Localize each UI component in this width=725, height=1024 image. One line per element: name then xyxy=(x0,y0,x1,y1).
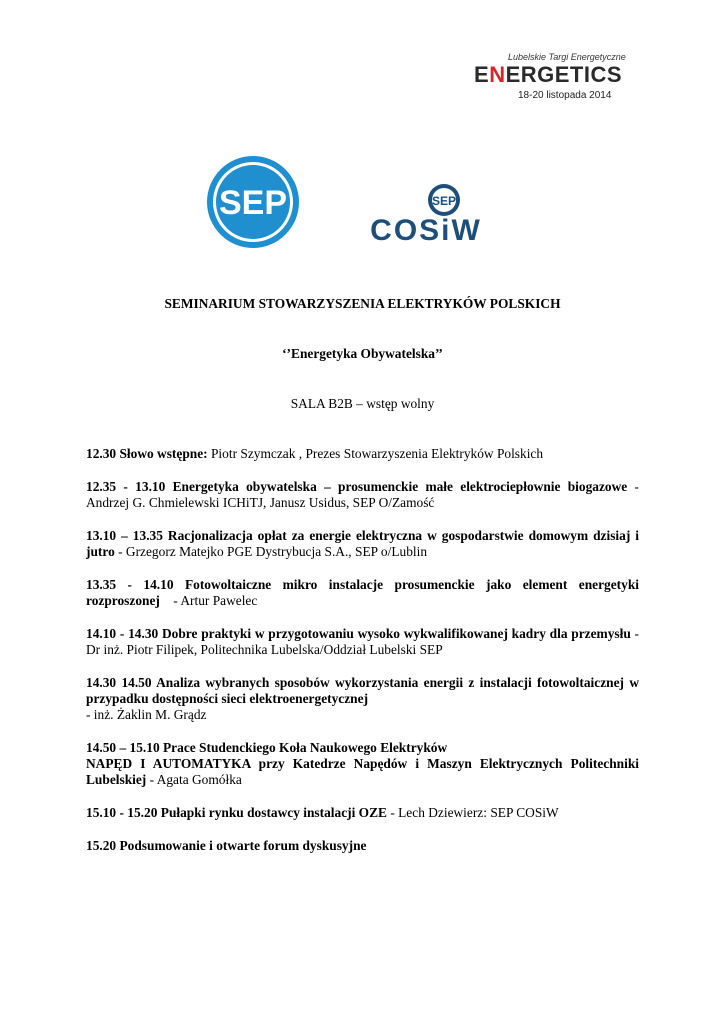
energetics-logo xyxy=(474,52,644,101)
agenda-item: 13.10 – 13.35 Racjonalizacja opłat za energie elektryczna w gospodarstwie domowym dzisiaj i jutro - Grzegorz Matejko PGE Dystrybucja S.A., SEP o/Lublin xyxy=(86,528,639,559)
agenda-item: 13.35 - 14.10 Fotowoltaiczne mikro instalacje prosumenckie jako element energetyki rozproszonej - Artur Pawelec xyxy=(86,577,639,608)
agenda-item: 14.50 – 15.10 Prace Studenckiego Koła Naukowego Elektryków NAPĘD I AUTOMATYKA przy Katedrze Napędów i Maszyn Elektrycznych Politechniki Lubelskiej - Agata Gomółka xyxy=(86,740,639,787)
seminar-subtitle: ‘’Energetyka Obywatelska’’ xyxy=(282,346,443,361)
energetics-dates: 18-20 listopada 2014 xyxy=(518,90,612,101)
agenda-item: 14.10 - 14.30 Dobre praktyki w przygotowaniu wysoko wykwalifikowanej kadry dla przemysłu - Dr inż. Piotr Filipek, Politechnika Lubelska/Oddział Lubelski SEP xyxy=(86,626,639,657)
sep-logo xyxy=(205,154,301,250)
energetics-wordmark: ENERGETICS xyxy=(474,62,623,87)
energetics-subtitle: Lubelskie Targi Energetyczne xyxy=(508,52,626,62)
agenda-item: 15.10 - 15.20 Pułapki rynku dostawcy instalacji OZE - Lech Dziewierz: SEP COSiW xyxy=(86,805,559,820)
agenda-item: 12.30 Słowo wstępne: Piotr Szymczak , Prezes Stowarzyszenia Elektryków Polskich xyxy=(86,446,544,461)
cosiw-logo xyxy=(334,182,520,244)
document-body xyxy=(86,296,639,871)
seminar-title: SEMINARIUM STOWARZYSZENIA ELEKTRYKÓW POLSKICH xyxy=(164,296,561,311)
sep-logo-text: SEP xyxy=(218,184,288,222)
cosiw-badge-text: SEP xyxy=(431,194,457,208)
venue-line: SALA B2B – wstęp wolny xyxy=(290,396,435,411)
cosiw-logo-text: COSiW xyxy=(370,214,482,244)
agenda-item: 15.20 Podsumowanie i otwarte forum dyskusyjne xyxy=(86,838,367,853)
agenda-item: 14.30 14.50 Analiza wybranych sposobów wykorzystania energii z instalacji fotowoltaicznej w przypadku dostępności sieci elektroenergetycznej - inż. Żaklin M. Grądz xyxy=(86,675,639,722)
agenda-item: 12.35 - 13.10 Energetyka obywatelska – prosumenckie małe elektrociepłownie biogazowe - Andrzej G. Chmielewski ICHiTJ, Janusz Usidus, SEP O/Zamość xyxy=(86,479,639,510)
